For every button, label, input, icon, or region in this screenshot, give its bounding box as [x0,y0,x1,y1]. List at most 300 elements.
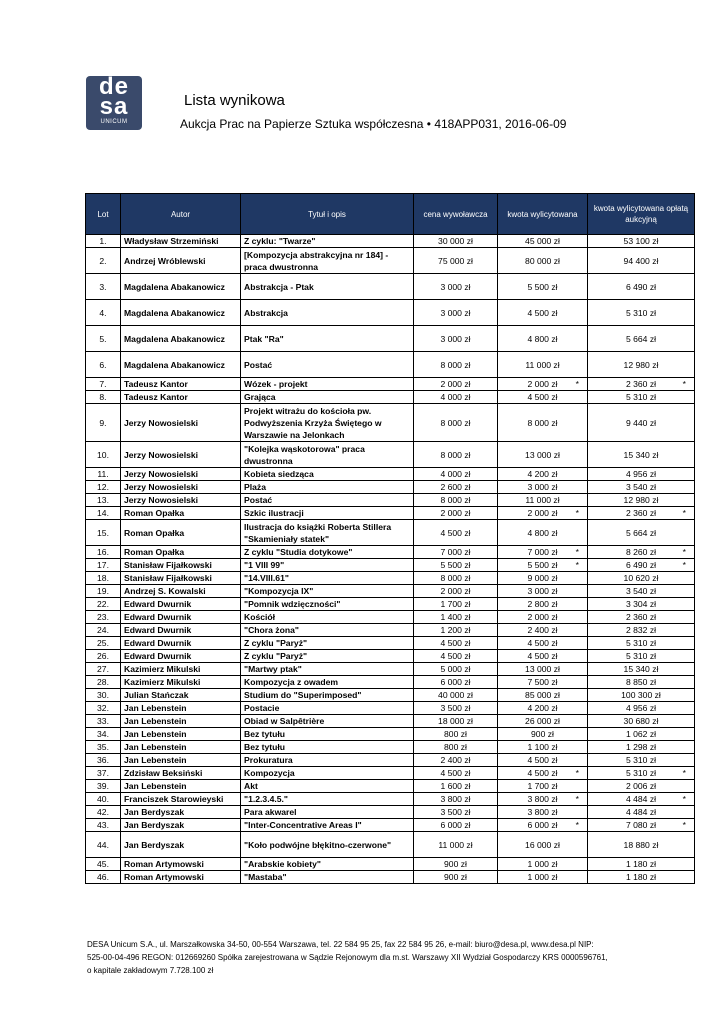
cell-kwota [498,352,588,378]
cell-autor [121,754,241,767]
cell-autor-text: Władysław Strzemiński [124,236,219,246]
cell-kwota-text: 6 000 zł [527,820,558,830]
cell-cena [414,326,498,352]
cell-lot [86,793,121,806]
star-mark: * [682,547,686,557]
cell-lot-text: 33. [97,716,109,726]
cell-kwota [498,624,588,637]
cell-oplata-text: 8 260 zł [625,547,657,557]
cell-cena [414,819,498,832]
cell-lot [86,858,121,871]
cell-tytul-text: Plaża [244,482,266,492]
table-row [86,676,695,689]
cell-cena [414,689,498,702]
cell-lot [86,442,121,468]
star-mark: * [682,379,686,389]
cell-lot-text: 13. [97,495,109,505]
cell-tytul [241,274,414,300]
cell-autor-text: Stanisław Fijałkowski [124,560,212,570]
cell-cena-text: 1 400 zł [440,612,471,622]
cell-cena-text: 3 000 zł [440,281,471,292]
star-mark: * [682,560,686,570]
cell-oplata [588,546,695,559]
cell-cena [414,780,498,793]
cell-autor [121,559,241,572]
cell-kwota [498,702,588,715]
cell-oplata [588,598,695,611]
cell-oplata-text: 4 484 zł [625,794,657,804]
cell-kwota-text: 4 800 zł [527,527,558,538]
cell-kwota [498,494,588,507]
cell-lot [86,352,121,378]
star-mark: * [682,820,686,830]
cell-autor-text: Jan Lebenstein [124,742,187,752]
cell-tytul-text: Kompozycja z owadem [244,677,339,687]
cell-kwota [498,767,588,780]
cell-cena-text: 4 500 zł [440,638,471,648]
star-mark: * [575,508,579,518]
cell-oplata-text: 1 180 zł [625,872,657,882]
cell-tytul [241,559,414,572]
cell-lot [86,468,121,481]
cell-autor-text: Magdalena Abakanowicz [124,281,225,292]
cell-oplata-text: 1 062 zł [625,729,657,739]
cell-kwota [498,715,588,728]
cell-autor [121,780,241,793]
cell-oplata [588,637,695,650]
cell-autor-text: Kazimierz Mikulski [124,664,201,674]
cell-cena-text: 4 500 zł [440,768,471,778]
cell-autor [121,858,241,871]
cell-tytul-text: Grająca [244,392,276,402]
cell-autor [121,793,241,806]
cell-tytul [241,404,414,442]
cell-kwota-text: 4 200 zł [527,469,558,479]
cell-lot [86,832,121,858]
cell-lot [86,546,121,559]
cell-kwota-text: 26 000 zł [525,716,560,726]
cell-cena-text: 8 000 zł [440,417,471,428]
cell-autor-text: Jan Berdyszak [124,807,185,817]
cell-kwota [498,650,588,663]
cell-autor-text: Magdalena Abakanowicz [124,359,225,370]
cell-tytul [241,520,414,546]
cell-cena [414,585,498,598]
cell-lot-text: 10. [97,449,109,460]
cell-autor [121,300,241,326]
cell-kwota-text: 85 000 zł [525,690,560,700]
cell-cena [414,352,498,378]
cell-tytul-text: Akt [244,781,258,791]
star-mark: * [575,560,579,570]
cell-lot-text: 7. [99,379,107,389]
cell-oplata [588,728,695,741]
cell-kwota-text: 1 000 zł [527,859,558,869]
cell-tytul-text: "Inter-Concentrative Areas I" [244,820,362,830]
cell-autor [121,650,241,663]
cell-lot [86,715,121,728]
cell-oplata [588,663,695,676]
cell-cena [414,481,498,494]
table-row [86,780,695,793]
cell-kwota [498,780,588,793]
cell-lot [86,572,121,585]
cell-lot [86,767,121,780]
cell-oplata [588,494,695,507]
cell-oplata-text: 94 400 zł [623,255,659,266]
cell-autor-text: Franciszek Starowieyski [124,794,224,804]
cell-oplata-text: 4 956 zł [625,469,657,479]
cell-kwota [498,637,588,650]
table-row [86,404,695,442]
cell-autor-text: Magdalena Abakanowicz [124,333,225,344]
logo-line-3: UNICUM [100,119,128,125]
cell-tytul [241,741,414,754]
cell-oplata [588,832,695,858]
cell-oplata-text: 4 484 zł [625,807,657,817]
cell-kwota-text: 3 800 zł [527,807,558,817]
cell-oplata-text: 30 680 zł [623,716,659,726]
cell-autor-text: Edward Dwurnik [124,651,192,661]
cell-oplata-text: 5 310 zł [625,392,657,402]
table-row [86,871,695,884]
cell-kwota [498,871,588,884]
cell-cena-text: 800 zł [444,742,467,752]
cell-cena-text: 800 zł [444,729,467,739]
cell-cena-text: 8 000 zł [440,359,471,370]
cell-kwota-text: 4 500 zł [527,768,558,778]
cell-kwota-text: 5 500 zł [527,281,558,292]
table-row [86,468,695,481]
cell-kwota [498,559,588,572]
cell-oplata [588,274,695,300]
cell-kwota-text: 16 000 zł [525,839,560,850]
cell-cena-text: 1 200 zł [440,625,471,635]
cell-tytul-text: Studium do "Superimposed" [244,690,362,700]
table-row [86,481,695,494]
cell-kwota-text: 2 400 zł [527,625,558,635]
cell-tytul-text: [Kompozycja abstrakcyjna nr 184] - praca dwustronna [244,249,389,272]
cell-tytul-text: "Chora żona" [244,625,299,635]
cell-tytul-text: "Mastaba" [244,872,287,882]
cell-tytul [241,391,414,404]
cell-lot-text: 25. [97,638,109,648]
cell-oplata [588,391,695,404]
cell-kwota [498,689,588,702]
cell-autor [121,819,241,832]
cell-oplata-text: 10 620 zł [623,573,659,583]
logo-line-1: de [98,73,129,100]
cell-tytul [241,728,414,741]
cell-tytul-text: Projekt witrażu do kościoła pw. Podwyższenia Krzyża Świętego w Warszawie na Jelonkach [244,405,382,440]
cell-autor [121,481,241,494]
cell-cena-text: 2 400 zł [440,755,471,765]
footer-line-2: 525-00-04-496 REGON: 012669260 Spółka zarejestrowana w Sądzie Rejonowym dla m.st. Warszawy XII Wydział Gospodarczy KRS 0000596761, [87,953,608,962]
cell-oplata-text: 3 304 zł [625,599,657,609]
cell-oplata [588,767,695,780]
cell-cena-text: 2 000 zł [440,586,471,596]
cell-oplata-text: 2 360 zł [625,612,657,622]
cell-oplata [588,650,695,663]
cell-autor-text: Edward Dwurnik [124,612,192,622]
cell-kwota-text: 11 000 zł [525,495,560,505]
cell-lot-text: 42. [97,807,109,817]
cell-tytul-text: Abstrakcja - Ptak [244,281,314,292]
cell-kwota-text: 4 500 zł [527,307,558,318]
cell-lot [86,741,121,754]
cell-oplata-text: 2 832 zł [625,625,657,635]
cell-cena-text: 900 zł [444,872,467,882]
cell-lot [86,871,121,884]
desa-logo [86,73,142,130]
cell-cena-text: 30 000 zł [438,236,473,246]
cell-tytul-text: Abstrakcja [244,307,288,318]
cell-kwota [498,507,588,520]
table-row [86,520,695,546]
cell-tytul-text: "Kolejka wąskotorowa" praca dwustronna [244,443,365,466]
cell-tytul [241,715,414,728]
table-row [86,858,695,871]
table-header-row [86,194,695,235]
cell-tytul-text: "Pomnik wdzięczności" [244,599,341,609]
cell-kwota-text: 4 800 zł [527,333,558,344]
cell-autor-text: Edward Dwurnik [124,599,192,609]
cell-kwota-text: 1 100 zł [527,742,558,752]
cell-lot-text: 22. [97,599,109,609]
cell-lot-text: 40. [97,794,109,804]
cell-oplata [588,585,695,598]
cell-oplata-text: 5 310 zł [625,638,657,648]
cell-lot-text: 4. [99,307,107,318]
cell-kwota-text: 13 000 zł [525,664,560,674]
cell-tytul [241,663,414,676]
cell-lot-text: 39. [97,781,109,791]
cell-autor [121,494,241,507]
cell-autor-text: Roman Opałka [124,547,185,557]
cell-oplata-text: 1 180 zł [625,859,657,869]
cell-oplata [588,715,695,728]
page-subtitle: Aukcja Prac na Papierze Sztuka współczesna • 418APP031, 2016-06-09 [180,117,567,131]
cell-oplata-text: 6 490 zł [625,560,657,570]
cell-oplata-text: 8 850 zł [625,677,657,687]
cell-tytul [241,676,414,689]
star-mark: * [682,794,686,804]
table-row [86,637,695,650]
cell-autor-text: Jerzy Nowosielski [124,417,199,428]
cell-lot-text: 6. [99,359,107,370]
cell-lot-text: 14. [97,508,109,518]
cell-oplata [588,689,695,702]
cell-autor [121,871,241,884]
cell-tytul-text: "Martwy ptak" [244,664,302,674]
cell-cena [414,754,498,767]
star-mark: * [682,508,686,518]
cell-lot-text: 44. [97,839,109,850]
cell-tytul [241,702,414,715]
cell-tytul [241,806,414,819]
cell-kwota [498,754,588,767]
table-row [86,546,695,559]
table-row [86,767,695,780]
cell-tytul [241,611,414,624]
cell-kwota-text: 4 500 zł [527,638,558,648]
cell-autor [121,676,241,689]
cell-tytul [241,546,414,559]
cell-autor [121,352,241,378]
cell-tytul [241,468,414,481]
table-row [86,624,695,637]
cell-oplata-text: 6 490 zł [625,281,657,292]
table-row [86,572,695,585]
header-cena: cena wywoławcza [414,194,498,235]
cell-oplata-text: 5 310 zł [625,768,657,778]
cell-oplata-text: 5 664 zł [625,527,657,538]
cell-autor-text: Jerzy Nowosielski [124,495,199,505]
cell-oplata [588,871,695,884]
cell-lot [86,728,121,741]
cell-oplata-text: 15 340 zł [623,664,659,674]
cell-lot-text: 37. [97,768,109,778]
cell-autor [121,404,241,442]
cell-autor-text: Roman Opałka [124,508,185,518]
cell-lot [86,520,121,546]
cell-autor-text: Edward Dwurnik [124,638,192,648]
table-row [86,507,695,520]
cell-lot [86,507,121,520]
cell-cena-text: 2 000 zł [440,379,471,389]
table-row [86,793,695,806]
cell-cena-text: 8 000 zł [440,449,471,460]
cell-cena-text: 3 500 zł [440,807,471,817]
cell-autor [121,572,241,585]
cell-autor [121,507,241,520]
table-row [86,715,695,728]
cell-oplata [588,404,695,442]
cell-tytul-text: Postać [244,359,273,370]
cell-tytul [241,754,414,767]
cell-kwota [498,676,588,689]
table-row [86,754,695,767]
cell-autor-text: Magdalena Abakanowicz [124,307,225,318]
cell-oplata-text: 12 980 zł [623,359,659,370]
table-row [86,702,695,715]
cell-lot [86,391,121,404]
cell-lot [86,702,121,715]
cell-tytul [241,507,414,520]
cell-cena-text: 2 600 zł [440,482,471,492]
cell-autor-text: Julian Stańczak [124,690,189,700]
cell-oplata [588,326,695,352]
cell-tytul-text: "Koło podwójne błękitno-czerwone" [244,839,392,850]
cell-tytul [241,300,414,326]
cell-tytul-text: Bez tytułu [244,742,286,752]
cell-oplata [588,378,695,391]
header-kwota: kwota wylicytowana [498,194,588,235]
cell-oplata [588,806,695,819]
cell-lot [86,663,121,676]
cell-tytul [241,248,414,274]
cell-tytul-text: Ilustracja do książki Roberta Stillera "Skamieniały statek" [244,521,392,544]
cell-cena-text: 3 500 zł [440,703,471,713]
cell-tytul [241,793,414,806]
cell-kwota-text: 2 000 zł [527,379,558,389]
cell-oplata [588,481,695,494]
cell-autor-text: Andrzej S. Kowalski [124,586,206,596]
star-mark: * [575,547,579,557]
cell-oplata-text: 1 298 zł [625,742,657,752]
cell-tytul-text: Z cyklu: "Twarze" [244,236,316,246]
table-row [86,494,695,507]
cell-lot [86,585,121,598]
cell-cena [414,391,498,404]
cell-cena [414,728,498,741]
cell-oplata [588,442,695,468]
cell-kwota-text: 45 000 zł [525,236,560,246]
cell-autor-text: Roman Artymowski [124,859,204,869]
cell-oplata [588,352,695,378]
cell-autor [121,274,241,300]
cell-lot-text: 30. [97,690,109,700]
cell-lot [86,326,121,352]
cell-autor [121,624,241,637]
table-row [86,741,695,754]
cell-cena-text: 5 500 zł [440,560,471,570]
cell-kwota [498,793,588,806]
cell-tytul-text: "1.2.3.4.5." [244,794,288,804]
cell-lot [86,404,121,442]
table-row [86,806,695,819]
cell-oplata-text: 53 100 zł [623,236,659,246]
cell-kwota [498,585,588,598]
cell-kwota-text: 2 000 zł [527,612,558,622]
cell-cena-text: 4 500 zł [440,527,471,538]
footer [87,938,697,977]
cell-cena [414,806,498,819]
cell-autor [121,442,241,468]
cell-lot [86,611,121,624]
cell-cena-text: 1 700 zł [440,599,471,609]
cell-cena [414,572,498,585]
cell-oplata-text: 5 310 zł [625,651,657,661]
cell-tytul [241,572,414,585]
table-row [86,611,695,624]
cell-tytul [241,871,414,884]
cell-autor [121,637,241,650]
cell-cena-text: 3 000 zł [440,307,471,318]
cell-lot-text: 35. [97,742,109,752]
cell-oplata-text: 5 310 zł [625,307,657,318]
star-mark: * [575,768,579,778]
cell-cena [414,507,498,520]
cell-cena-text: 75 000 zł [438,255,473,266]
cell-autor-text: Tadeusz Kantor [124,392,188,402]
cell-lot-text: 24. [97,625,109,635]
cell-kwota-text: 4 500 zł [527,755,558,765]
cell-kwota [498,832,588,858]
cell-autor-text: Jan Berdyszak [124,820,185,830]
cell-autor [121,546,241,559]
cell-tytul-text: Ptak "Ra" [244,333,284,344]
cell-cena [414,378,498,391]
cell-kwota [498,611,588,624]
cell-kwota [498,235,588,248]
cell-cena-text: 4 000 zł [440,392,471,402]
cell-lot [86,676,121,689]
cell-tytul-text: Z cyklu "Paryż" [244,651,308,661]
cell-lot-text: 28. [97,677,109,687]
star-mark: * [575,794,579,804]
cell-cena [414,871,498,884]
